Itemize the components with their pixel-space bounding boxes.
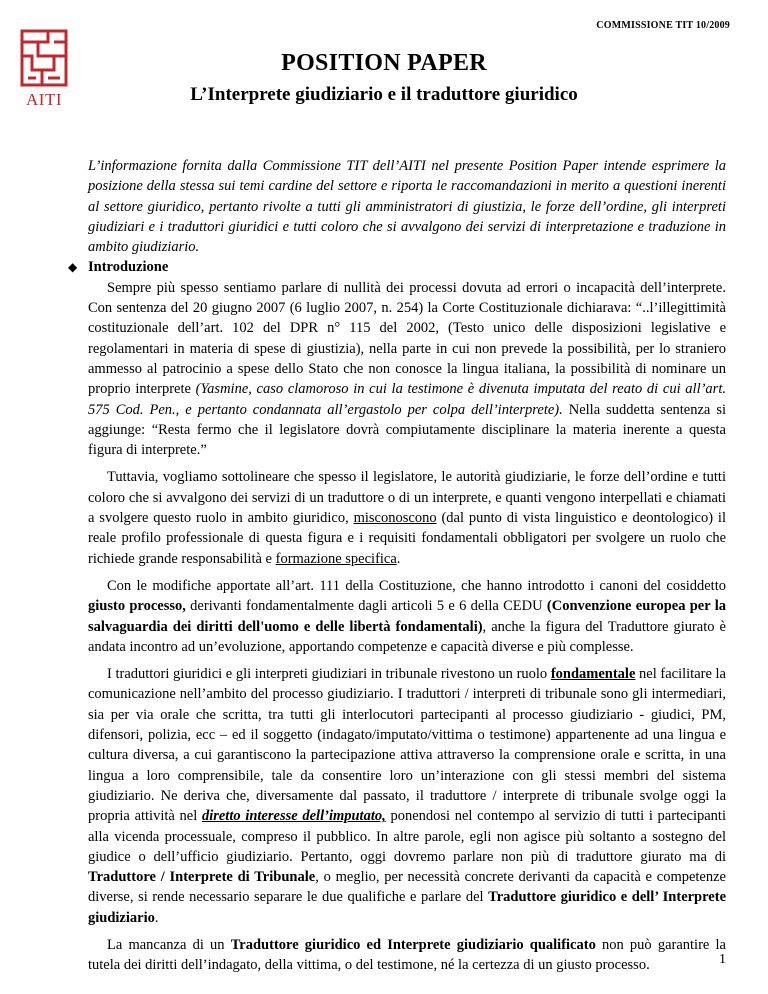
paragraph-5: La mancanza di un Traduttore giuridico ed Interprete giudiziario qualificato non può garantire la tutela dei diritti dell’indagato, della vittima, o del testimone, né la certezza di un giusto processo. bbox=[88, 936, 726, 974]
section-heading-text: Introduzione bbox=[88, 259, 169, 276]
paragraph-3: Con le modifiche apportate all’art. 111 della Costituzione, che hanno introdotto i canoni del cosiddetto giusto processo, derivanti fondamentalmente dagli articoli 5 e 6 della CEDU (Convenzione europea per la salvaguardia dei diritti dell'uomo e delle libertà fondamentali), anche la figura del Traduttore giurato è andata incontro ad un’evoluzione, apportando competenze e capacità diverse e più complesse. bbox=[88, 577, 726, 655]
page-number: 1 bbox=[719, 952, 726, 967]
logo-text: AITI bbox=[26, 90, 62, 109]
document-body bbox=[68, 156, 726, 983]
page-title: POSITION PAPER bbox=[281, 50, 487, 76]
paragraph-4: I traduttori giuridici e gli interpreti giudiziari in tribunale rivestono un ruolo fondamentale nel facilitare la comunicazione nell’ambito del processo giudiziario. I traduttori / interpreti di tribunale sono gli intermediari, sia per via orale che scritta, tra tutti gli interlocutori partecipanti al processo giudiziario - giudici, PM, difensori, polizia, ecc – ed il soggetto (indagato/imputato/vittima o testimone) appartenente ad una lingua e cultura diversa, a cui garantiscono la partecipazione attiva attraverso la comprensione orale e scritta, in una lingua a loro comprensibile, tale da consentire loro un’interazione con gli stessi membri del sistema giudiziario. Ne deriva che, diversamente dal passato, il traduttore / interprete di tribunale svolge oggi la propria attività nel diretto interesse dell’imputato, ponendosi nel contempo al servizio di tutti i partecipanti alla vicenda processuale, compreso il pubblico. In altre parole, egli non agisce più soltanto a sostegno del giudice o dell’ufficio giudiziario. Pertanto, oggi dovremo parlare non più di traduttore giurato ma di Traduttore / Interprete di Tribunale, o meglio, per necessità concrete derivanti da capacità e competenze diverse, si rende necessario separare le due qualifiche e parlare del Traduttore giuridico e dell’ Interprete giudiziario. bbox=[88, 666, 726, 926]
section-heading bbox=[68, 257, 726, 277]
paragraph-2: Tuttavia, vogliamo sottolineare che spesso il legislatore, le autorità giudiziarie, le forze dell’ordine e tutti coloro che si avvalgono dei servizi di un traduttore o di un interprete, e quanti vengono interpellati e chiamati a svolgere questo ruolo in ambito giuridico, misconoscono (dal punto di vista linguistico e deontologico) il reale profilo professionale di questa figura e i requisiti fondamentali obbligatori per svolgere un ruolo che richiede grande responsabilità e formazione specifica. bbox=[88, 469, 726, 567]
paragraph-1: Sempre più spesso sentiamo parlare di nullità dei processi dovuta ad errori o incapacità dell’interprete. Con sentenza del 20 giugno 2007 (6 luglio 2007, n. 254) la Corte Costituzionale dichiarava: “..l’illegittimità costituzionale dell’art. 102 del DPR n° 115 del 2002, (Testo unico delle disposizioni legislative e regolamentari in materia di spese di giustizia), nella parte in cui non prevede la possibilità, per lo straniero ammesso al patrocinio a spese dello Stato che non conosce la lingua italiana, la possibilità di nominare un proprio interprete (Yasmine, caso clamoroso in cui la testimone è divenuta imputata del reato di cui all’art. 575 Cod. Pen., e pertanto condannata all’ergastolo per colpa dell’interprete). Nella suddetta sentenza si aggiunge: “Resta fermo che il legislatore dovrà compiutamente disciplinare la materia inerente a questa figura di interprete.” bbox=[88, 279, 726, 459]
page-subtitle: L’Interprete giudiziario e il traduttore giuridico bbox=[190, 84, 578, 105]
intro-paragraph: L’informazione fornita dalla Commissione TIT dell’AITI nel presente Position Paper intende esprimere la posizione della stessa sui temi cardine del settore e riporta le raccomandazioni in merito a questioni inerenti al settore giuridico, pertanto rivolte a tutti gli amministratori di giustizia, le forze dell’ordine, gli interpreti giudiziari e i traduttori giuridici e tutti coloro che si avvalgono dei servizi di interpretazione e traduzione in ambito giudiziario. bbox=[88, 158, 726, 256]
diamond-bullet-icon: ◆ bbox=[68, 260, 78, 275]
document-reference: COMMISSIONE TIT 10/2009 bbox=[596, 20, 730, 31]
